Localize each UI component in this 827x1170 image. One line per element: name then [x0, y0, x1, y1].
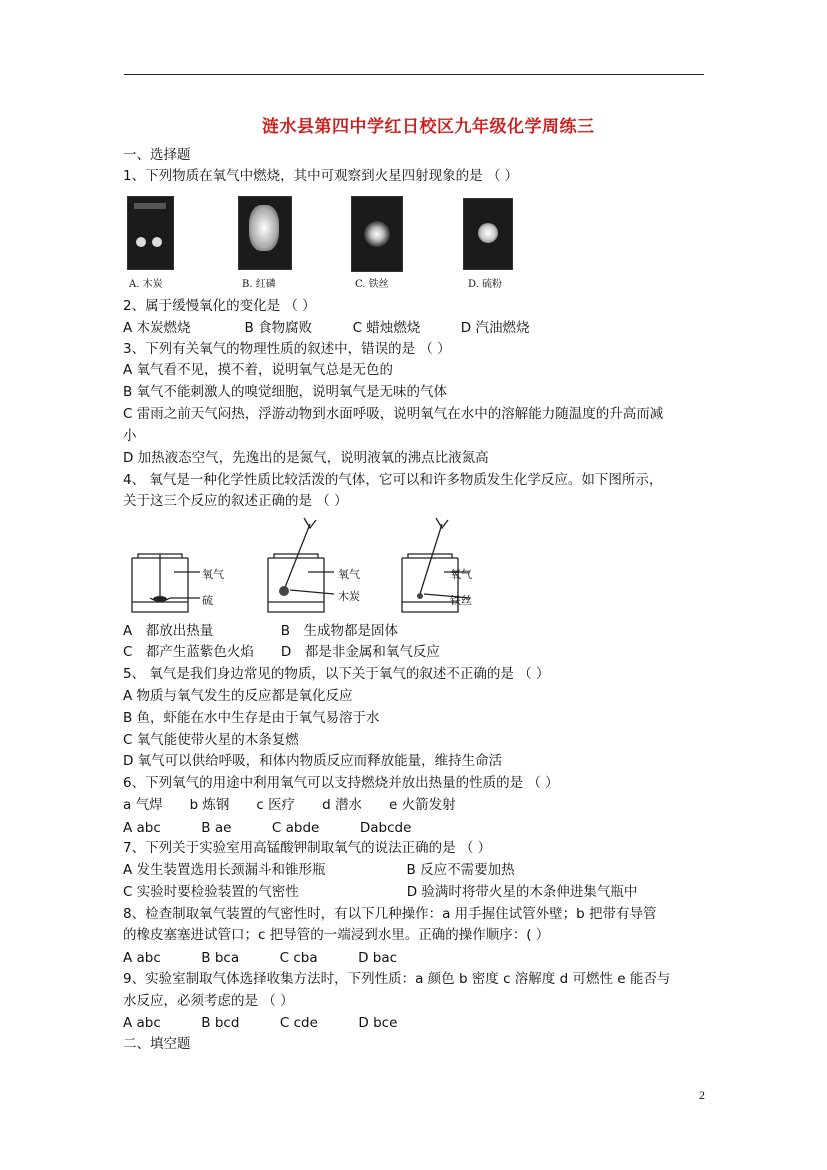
q5-option-a: A 物质与氧气发生的反应都是氧化反应 [123, 688, 353, 704]
three-jars-diagram [124, 514, 480, 618]
q7-stem: 7、下列关于实验室用高锰酸钾制取氧气的说法正确的是 （ ） [123, 840, 492, 856]
q3-option-d: D 加热液态空气，先逸出的是氮气，说明液氧的沸点比液氮高 [123, 450, 489, 466]
page-title: 涟水县第四中学红日校区九年级化学周练三 [262, 117, 595, 137]
caption-a: A. 木炭 [129, 279, 163, 290]
section-heading-fill: 二、填空题 [123, 1036, 191, 1052]
jar1-label-sulfur: 硫 [202, 594, 213, 607]
photo-iron-wire [351, 196, 403, 272]
photo-charcoal [127, 196, 174, 270]
q4-options-ab: A 都放出热量 B 生成物都是固体 [123, 623, 398, 639]
caption-d: D. 硫粉 [468, 279, 503, 290]
q3-option-b: B 氧气不能刺激人的嗅觉细胞，说明氧气是无味的气体 [123, 384, 448, 400]
q5-option-d: D 氧气可以供给呼吸，和体内物质反应而释放能量，维持生命活 [123, 753, 503, 769]
jar2-label-charcoal: 木炭 [338, 590, 360, 603]
q6-options: A abc B ae C abde Dabcde [123, 820, 412, 836]
q3-option-c-cont: 小 [123, 428, 137, 444]
jar1-label-oxygen: 氧气 [202, 568, 224, 581]
photo-sulfur [463, 198, 513, 270]
q8-options: A abc B bca C cba D bac [123, 950, 398, 966]
q7-options-cd: C 实验时要检验装置的气密性 D 验满时将带火星的木条伸进集气瓶中 [123, 884, 638, 900]
jar2-label-oxygen: 氧气 [338, 568, 360, 581]
caption-b: B. 红磷 [242, 279, 276, 290]
q5-option-b: B 鱼，虾能在水中生存是由于氧气易溶于水 [123, 710, 380, 726]
q9-stem-2: 水反应，必须考虑的是 （ ） [123, 993, 294, 1009]
jar3-label-iron: 铁丝 [450, 594, 472, 607]
q7-options-ab: A 发生装置选用长颈漏斗和锥形瓶 B 反应不需要加热 [123, 862, 515, 878]
q6-uses: a 气焊 b 炼钢 c 医疗 d 潜水 e 火箭发射 [123, 797, 456, 813]
q2-stem: 2、属于缓慢氧化的变化是 （ ） [123, 298, 316, 314]
caption-c: C. 铁丝 [355, 279, 389, 290]
q5-option-c: C 氧气能使带火星的木条复燃 [123, 732, 299, 748]
q3-option-a: A 氧气看不见，摸不着，说明氧气总是无色的 [123, 362, 394, 378]
q6-stem: 6、下列氧气的用途中利用氧气可以支持燃烧并放出热量的性质的是 （ ） [123, 775, 559, 791]
q4-stem-1: 4、 氧气是一种化学性质比较活泼的气体，它可以和许多物质发生化学反应。如下图所示， [123, 472, 663, 488]
q5-stem: 5、 氧气是我们身边常见的物质，以下关于氧气的叙述不正确的是 （ ） [123, 666, 550, 682]
section-heading-choice: 一、选择题 [123, 147, 191, 163]
q1-stem: 1、下列物质在氧气中燃烧，其中可观察到火星四射现象的是 （ ） [123, 168, 519, 184]
q4-options-cd: C 都产生蓝紫色火焰 D 都是非金属和氧气反应 [123, 644, 440, 660]
photo-red-phosphorus [238, 196, 292, 270]
q3-option-c: C 雷雨之前天气闷热，浮游动物到水面呼吸，说明氧气在水中的溶解能力随温度的升高而减 [123, 406, 664, 422]
q9-stem-1: 9、实验室制取气体选择收集方法时，下列性质：a 颜色 b 密度 c 溶解度 d 可燃性 e 能否与 [123, 971, 671, 987]
top-rule [124, 74, 704, 75]
q9-options: A abc B bcd C cde D bce [123, 1015, 398, 1031]
q3-stem: 3、下列有关氧气的物理性质的叙述中，错误的是 （ ） [123, 341, 451, 357]
q8-stem-2: 的橡皮塞塞进试管口；c 把导管的一端浸到水里。正确的操作顺序：( ） [123, 927, 550, 943]
page-number: 2 [699, 1088, 705, 1102]
jar3-label-oxygen: 氧气 [450, 568, 472, 581]
q8-stem-1: 8、检查制取氧气装置的气密性时，有以下几种操作：a 用手握住试管外壁；b 把带有导管 [123, 906, 657, 922]
q4-stem-2: 关于这三个反应的叙述正确的是 （ ） [123, 493, 348, 509]
q2-options: A 木炭燃烧 B 食物腐败 C 蜡烛燃烧 D 汽油燃烧 [123, 320, 530, 336]
